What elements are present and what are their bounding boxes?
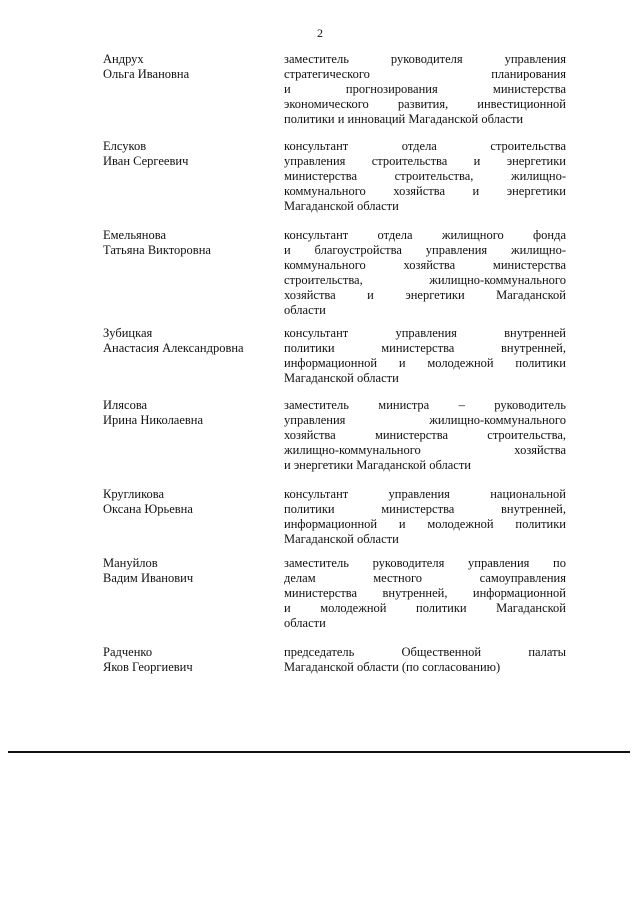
position-line: области (284, 616, 326, 630)
member-name (103, 326, 278, 356)
position-line: консультант отдела строительства (284, 139, 566, 153)
member-name (103, 139, 278, 169)
member-name (103, 398, 278, 428)
position-line: Магаданской области (284, 532, 399, 546)
position-line: информационной и молодежной политики (284, 517, 566, 531)
position-line: управления жилищно-коммунального (284, 413, 566, 427)
member-given-names: Татьяна Викторовна (103, 243, 211, 257)
page-number: 2 (317, 26, 323, 40)
position-line: заместитель руководителя управления (284, 52, 566, 66)
member-given-names: Яков Георгиевич (103, 660, 193, 674)
position-line: Магаданской области (284, 371, 399, 385)
member-position (284, 487, 566, 547)
member-position (284, 326, 566, 386)
position-line: экономического развития, инвестиционной (284, 97, 566, 111)
position-line: строительства, жилищно-коммунального (284, 273, 566, 287)
member-given-names: Ольга Ивановна (103, 67, 190, 81)
bottom-rule (8, 751, 630, 753)
member-surname: Радченко (103, 645, 153, 659)
position-line: политики министерства внутренней, (284, 341, 566, 355)
member-given-names: Иван Сергеевич (103, 154, 189, 168)
member-surname: Кругликова (103, 487, 165, 501)
position-line: председатель Общественной палаты (284, 645, 566, 659)
position-line: коммунального хозяйства и энергетики (284, 184, 566, 198)
member-given-names: Вадим Иванович (103, 571, 194, 585)
position-line: и энергетики Магаданской области (284, 458, 471, 472)
member-position (284, 228, 566, 318)
member-surname: Андрух (103, 52, 144, 66)
position-line: коммунального хозяйства министерства (284, 258, 566, 272)
position-line: управления строительства и энергетики (284, 154, 566, 168)
position-line: области (284, 303, 326, 317)
position-line: Магаданской области (по согласованию) (284, 660, 501, 674)
position-line: и благоустройства управления жилищно- (284, 243, 566, 257)
member-surname: Зубицкая (103, 326, 153, 340)
member-position (284, 645, 566, 675)
position-line: министерства внутренней, информационной (284, 586, 566, 600)
position-line: и прогнозирования министерства (284, 82, 566, 96)
position-line: консультант отдела жилищного фонда (284, 228, 566, 242)
position-line: консультант управления национальной (284, 487, 566, 501)
member-name (103, 487, 278, 517)
member-given-names: Ирина Николаевна (103, 413, 204, 427)
member-surname: Мануйлов (103, 556, 158, 570)
position-line: Магаданской области (284, 199, 399, 213)
member-surname: Емельянова (103, 228, 167, 242)
member-position (284, 398, 566, 473)
member-position (284, 52, 566, 127)
position-line: делам местного самоуправления (284, 571, 566, 585)
member-position (284, 556, 566, 631)
position-line: хозяйства министерства строительства, (284, 428, 566, 442)
member-name (103, 556, 278, 586)
member-name (103, 645, 278, 675)
position-line: информационной и молодежной политики (284, 356, 566, 370)
member-given-names: Оксана Юрьевна (103, 502, 193, 516)
position-line: заместитель министра – руководитель (284, 398, 566, 412)
member-position (284, 139, 566, 214)
position-line: стратегического планирования (284, 67, 566, 81)
position-line: министерства строительства, жилищно- (284, 169, 566, 183)
position-line: политики и инноваций Магаданской области (284, 112, 524, 126)
position-line: и молодежной политики Магаданской (284, 601, 566, 615)
position-line: жилищно-коммунального хозяйства (284, 443, 566, 457)
position-line: хозяйства и энергетики Магаданской (284, 288, 566, 302)
position-line: заместитель руководителя управления по (284, 556, 566, 570)
position-line: политики министерства внутренней, (284, 502, 566, 516)
member-given-names: Анастасия Александровна (103, 341, 244, 355)
member-name (103, 228, 278, 258)
member-surname: Елсуков (103, 139, 147, 153)
position-line: консультант управления внутренней (284, 326, 566, 340)
member-name (103, 52, 278, 82)
member-surname: Илясова (103, 398, 148, 412)
